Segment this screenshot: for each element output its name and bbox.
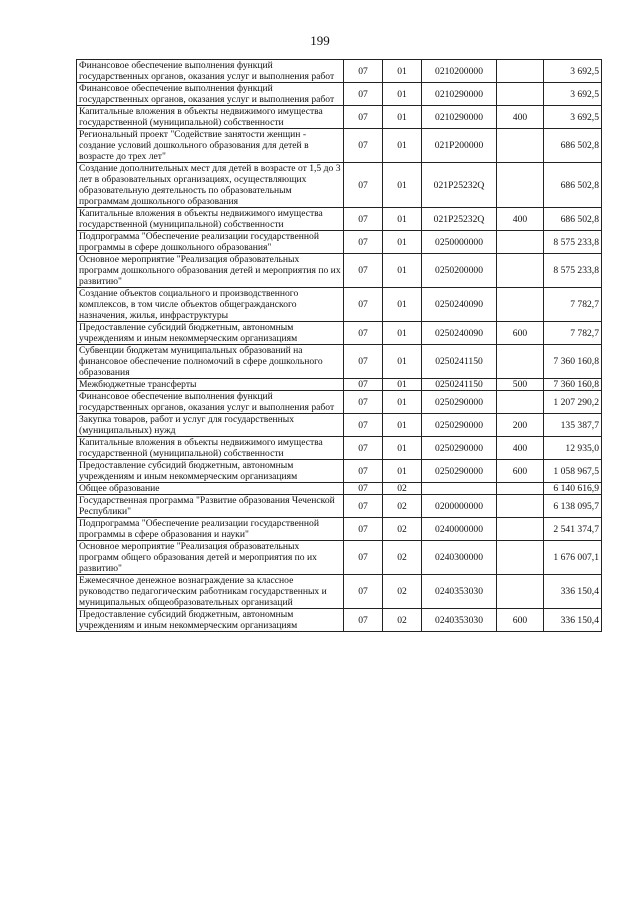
table-row — [77, 231, 602, 254]
row-expense-type-cell: 600 — [497, 609, 544, 632]
table-row — [77, 483, 602, 495]
row-amount-cell: 7 782,7 — [544, 288, 602, 322]
row-section-cell: 07 — [344, 437, 383, 460]
table-row — [77, 288, 602, 322]
row-subsection-cell: 02 — [383, 541, 422, 575]
row-section-cell: 07 — [344, 391, 383, 414]
row-expense-type-cell: 600 — [497, 322, 544, 345]
row-expense-type-cell — [497, 231, 544, 254]
row-expense-type-cell: 400 — [497, 106, 544, 129]
row-name-cell: Основное мероприятие "Реализация образовательных программ дошкольного образования детей и мероприятия по их развитию" — [77, 254, 344, 288]
row-amount-cell: 7 360 160,8 — [544, 345, 602, 379]
row-name-cell: Предоставление субсидий бюджетным, автономным учреждениям и иным некоммерческим организациям — [77, 322, 344, 345]
row-target-article-cell: 021P25232Q — [422, 208, 497, 231]
table-row — [77, 518, 602, 541]
row-section-cell: 07 — [344, 518, 383, 541]
row-expense-type-cell — [497, 163, 544, 208]
row-name-cell: Региональный проект "Содействие занятости женщин - создание условий дошкольного образования для детей в возрасте до трех лет" — [77, 129, 344, 163]
row-name-cell: Предоставление субсидий бюджетным, автономным учреждениям и иным некоммерческим организациям — [77, 460, 344, 483]
row-subsection-cell: 01 — [383, 208, 422, 231]
row-section-cell: 07 — [344, 208, 383, 231]
row-subsection-cell: 01 — [383, 129, 422, 163]
table-row — [77, 163, 602, 208]
row-name-cell: Подпрограмма "Обеспечение реализации государственной программы в сфере дошкольного образования" — [77, 231, 344, 254]
row-name-cell: Закупка товаров, работ и услуг для государственных (муниципальных) нужд — [77, 414, 344, 437]
row-expense-type-cell: 400 — [497, 208, 544, 231]
table-row — [77, 609, 602, 632]
row-expense-type-cell: 400 — [497, 437, 544, 460]
table-row — [77, 322, 602, 345]
row-name-cell: Государственная программа "Развитие образования Чеченской Республики" — [77, 495, 344, 518]
row-subsection-cell: 01 — [383, 231, 422, 254]
table-row — [77, 575, 602, 609]
row-expense-type-cell — [497, 129, 544, 163]
row-amount-cell: 2 541 374,7 — [544, 518, 602, 541]
row-amount-cell: 12 935,0 — [544, 437, 602, 460]
row-amount-cell: 8 575 233,8 — [544, 254, 602, 288]
row-name-cell: Создание дополнительных мест для детей в возрасте от 1,5 до 3 лет в образовательных организациях, осуществляющих образовательную деятельность по образовательным программам дошкольного образования — [77, 163, 344, 208]
row-subsection-cell: 01 — [383, 379, 422, 391]
row-target-article-cell: 0210290000 — [422, 83, 497, 106]
row-target-article-cell: 0250241150 — [422, 379, 497, 391]
row-amount-cell: 7 782,7 — [544, 322, 602, 345]
row-amount-cell: 6 138 095,7 — [544, 495, 602, 518]
row-amount-cell: 1 676 007,1 — [544, 541, 602, 575]
row-section-cell: 07 — [344, 575, 383, 609]
table-row — [77, 83, 602, 106]
row-subsection-cell: 01 — [383, 60, 422, 83]
row-expense-type-cell — [497, 541, 544, 575]
table-row — [77, 414, 602, 437]
row-amount-cell: 135 387,7 — [544, 414, 602, 437]
row-subsection-cell: 01 — [383, 345, 422, 379]
row-amount-cell: 1 207 290,2 — [544, 391, 602, 414]
row-amount-cell: 686 502,8 — [544, 163, 602, 208]
row-subsection-cell: 02 — [383, 483, 422, 495]
row-amount-cell: 336 150,4 — [544, 575, 602, 609]
table-row — [77, 208, 602, 231]
row-target-article-cell: 0240300000 — [422, 541, 497, 575]
row-target-article-cell: 0210290000 — [422, 106, 497, 129]
row-section-cell: 07 — [344, 414, 383, 437]
row-target-article-cell: 0250000000 — [422, 231, 497, 254]
table-row — [77, 254, 602, 288]
row-section-cell: 07 — [344, 83, 383, 106]
row-name-cell: Создание объектов социального и производственного комплексов, в том числе объектов общегражданского назначения, жилья, инфраструктуры — [77, 288, 344, 322]
row-name-cell: Общее образование — [77, 483, 344, 495]
budget-table-body — [77, 60, 602, 632]
row-amount-cell: 686 502,8 — [544, 208, 602, 231]
row-target-article-cell: 0250290000 — [422, 414, 497, 437]
row-section-cell: 07 — [344, 345, 383, 379]
row-target-article-cell: 021P200000 — [422, 129, 497, 163]
row-section-cell: 07 — [344, 609, 383, 632]
row-name-cell: Финансовое обеспечение выполнения функций государственных органов, оказания услуг и выполнения работ — [77, 391, 344, 414]
row-expense-type-cell — [497, 83, 544, 106]
row-target-article-cell: 0210200000 — [422, 60, 497, 83]
row-name-cell: Основное мероприятие "Реализация образовательных программ общего образования детей и мероприятия по их развитию" — [77, 541, 344, 575]
row-expense-type-cell — [497, 483, 544, 495]
table-row — [77, 495, 602, 518]
row-subsection-cell: 02 — [383, 575, 422, 609]
row-target-article-cell: 0250240090 — [422, 322, 497, 345]
row-subsection-cell: 01 — [383, 106, 422, 129]
row-subsection-cell: 01 — [383, 322, 422, 345]
row-target-article-cell: 0250200000 — [422, 254, 497, 288]
row-subsection-cell: 01 — [383, 288, 422, 322]
row-target-article-cell — [422, 483, 497, 495]
table-row — [77, 437, 602, 460]
row-amount-cell: 3 692,5 — [544, 83, 602, 106]
row-section-cell: 07 — [344, 163, 383, 208]
row-target-article-cell: 0240353030 — [422, 575, 497, 609]
table-row — [77, 391, 602, 414]
row-target-article-cell: 0250240090 — [422, 288, 497, 322]
row-expense-type-cell — [497, 518, 544, 541]
row-name-cell: Капитальные вложения в объекты недвижимого имущества государственной (муниципальной) собственности — [77, 208, 344, 231]
table-row — [77, 379, 602, 391]
row-expense-type-cell — [497, 345, 544, 379]
row-expense-type-cell — [497, 391, 544, 414]
row-subsection-cell: 01 — [383, 254, 422, 288]
row-section-cell: 07 — [344, 379, 383, 391]
row-amount-cell: 1 058 967,5 — [544, 460, 602, 483]
row-name-cell: Ежемесячное денежное вознаграждение за классное руководство педагогическим работникам государственных и муниципальных общеобразовательных организаций — [77, 575, 344, 609]
row-target-article-cell: 0250290000 — [422, 437, 497, 460]
row-amount-cell: 3 692,5 — [544, 60, 602, 83]
row-name-cell: Капитальные вложения в объекты недвижимого имущества государственной (муниципальной) собственности — [77, 106, 344, 129]
row-expense-type-cell: 200 — [497, 414, 544, 437]
table-row — [77, 460, 602, 483]
row-section-cell: 07 — [344, 483, 383, 495]
row-expense-type-cell: 600 — [497, 460, 544, 483]
row-subsection-cell: 02 — [383, 609, 422, 632]
row-amount-cell: 336 150,4 — [544, 609, 602, 632]
row-expense-type-cell — [497, 495, 544, 518]
row-name-cell: Подпрограмма "Обеспечение реализации государственной программы в сфере образования и науки" — [77, 518, 344, 541]
row-target-article-cell: 0240353030 — [422, 609, 497, 632]
row-name-cell: Межбюджетные трансферты — [77, 379, 344, 391]
row-section-cell: 07 — [344, 129, 383, 163]
row-section-cell: 07 — [344, 231, 383, 254]
table-row — [77, 60, 602, 83]
row-subsection-cell: 02 — [383, 518, 422, 541]
row-name-cell: Предоставление субсидий бюджетным, автономным учреждениям и иным некоммерческим организациям — [77, 609, 344, 632]
row-expense-type-cell: 500 — [497, 379, 544, 391]
row-amount-cell: 8 575 233,8 — [544, 231, 602, 254]
row-expense-type-cell — [497, 254, 544, 288]
row-amount-cell: 686 502,8 — [544, 129, 602, 163]
row-target-article-cell: 0250290000 — [422, 391, 497, 414]
row-section-cell: 07 — [344, 322, 383, 345]
page-number: 199 — [310, 33, 330, 48]
budget-table — [76, 59, 602, 632]
row-name-cell: Капитальные вложения в объекты недвижимого имущества государственной (муниципальной) собственности — [77, 437, 344, 460]
row-section-cell: 07 — [344, 60, 383, 83]
row-target-article-cell: 0240000000 — [422, 518, 497, 541]
row-target-article-cell: 0250241150 — [422, 345, 497, 379]
row-name-cell: Субвенции бюджетам муниципальных образований на финансовое обеспечение полномочий в сфере дошкольного образования — [77, 345, 344, 379]
row-section-cell: 07 — [344, 495, 383, 518]
row-target-article-cell: 0200000000 — [422, 495, 497, 518]
row-section-cell: 07 — [344, 288, 383, 322]
row-subsection-cell: 01 — [383, 83, 422, 106]
row-expense-type-cell — [497, 60, 544, 83]
row-section-cell: 07 — [344, 541, 383, 575]
row-subsection-cell: 01 — [383, 437, 422, 460]
row-subsection-cell: 01 — [383, 163, 422, 208]
table-row — [77, 106, 602, 129]
row-target-article-cell: 021P25232Q — [422, 163, 497, 208]
row-section-cell: 07 — [344, 106, 383, 129]
table-row — [77, 345, 602, 379]
row-amount-cell: 3 692,5 — [544, 106, 602, 129]
row-expense-type-cell — [497, 288, 544, 322]
row-name-cell: Финансовое обеспечение выполнения функций государственных органов, оказания услуг и выполнения работ — [77, 60, 344, 83]
row-name-cell: Финансовое обеспечение выполнения функций государственных органов, оказания услуг и выполнения работ — [77, 83, 344, 106]
row-subsection-cell: 01 — [383, 460, 422, 483]
row-section-cell: 07 — [344, 460, 383, 483]
row-section-cell: 07 — [344, 254, 383, 288]
row-target-article-cell: 0250290000 — [422, 460, 497, 483]
row-subsection-cell: 02 — [383, 495, 422, 518]
row-expense-type-cell — [497, 575, 544, 609]
row-amount-cell: 7 360 160,8 — [544, 379, 602, 391]
row-amount-cell: 6 140 616,9 — [544, 483, 602, 495]
row-subsection-cell: 01 — [383, 414, 422, 437]
table-row — [77, 541, 602, 575]
table-row — [77, 129, 602, 163]
row-subsection-cell: 01 — [383, 391, 422, 414]
